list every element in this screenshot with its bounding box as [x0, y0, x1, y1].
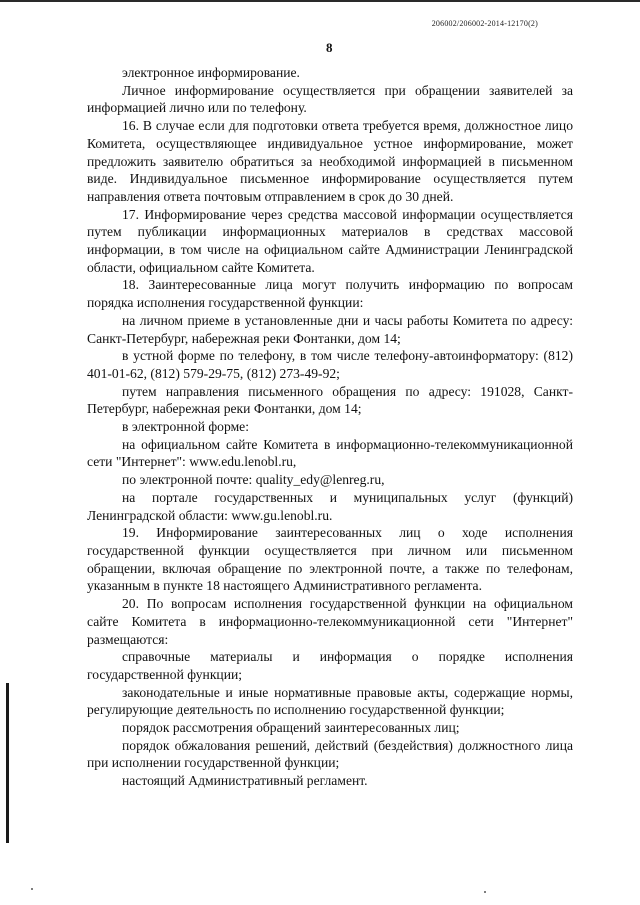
scan-top-edge — [0, 0, 640, 2]
document-code: 206002/206002-2014-12170(2) — [431, 19, 538, 28]
scan-speck — [31, 888, 33, 890]
paragraph-17: 17. Информирование через средства массовой информации осуществляется путем публикации информационных материалов в средствах массовой информации, в том числе на официальном сайте Администрации Ленинградской области, официальном сайте Комитета. — [87, 206, 573, 275]
list-item-phone: в устной форме по телефону, в том числе телефону-автоинформатору: (812) 401-01-62, (812) 579-29-75, (812) 273-49-92; — [87, 348, 573, 381]
paragraph-20: 20. По вопросам исполнения государственной функции на официальном сайте Комитета в информационно-телекоммуникационной сети "Интернет" размещаются: — [87, 596, 573, 647]
list-item-regulation: настоящий Административный регламент. — [122, 773, 368, 789]
list-item-legal-acts: законодательные и иные нормативные правовые акты, содержащие нормы, регулирующие деятельность по исполнению государственной функции; — [87, 684, 573, 718]
paragraph-2: Личное информирование осуществляется при обращении заявителей за информацией лично или по телефону. — [87, 82, 573, 116]
list-item-electronic-form: в электронной форме: — [122, 419, 249, 435]
list-item-official-site: на официальном сайте Комитета в информационно-телекоммуникационной сети "Интернет": www.edu.lenobl.ru, — [87, 436, 573, 470]
list-item-reference-materials: справочные материалы и информация о порядке исполнения государственной функции; — [87, 649, 573, 682]
scan-margin-mark — [6, 683, 9, 843]
list-item-written-request: путем направления письменного обращения по адресу: 191028, Санкт-Петербург, набережная реки Фонтанки, дом 14; — [87, 383, 573, 417]
list-item-complaint-procedure: порядок обжалования решений, действий (бездействия) должностного лица при исполнении государственной функции; — [87, 737, 573, 771]
paragraph-16: 16. В случае если для подготовки ответа требуется время, должностное лицо Комитета, осуществляющее индивидуальное устное информирование, может предложить заявителю обратиться за необходимой информацией в письменном виде. Индивидуальное письменное информирование осуществляется путем направления ответа почтовым отправлением в срок до 30 дней. — [87, 118, 573, 204]
paragraph-19: 19. Информирование заинтересованных лиц о ходе исполнения государственной функции осуществляется при личном или письменном обращении, включая обращение по электронной почте, а также по телефонам, указанным в пункте 18 настоящего Административного регламента. — [87, 525, 573, 594]
document-body — [87, 64, 573, 790]
page-number: 8 — [326, 40, 333, 55]
paragraph-1: электронное информирование. — [122, 65, 300, 80]
list-item-appeals-procedure: порядок рассмотрения обращений заинтересованных лиц; — [122, 720, 460, 736]
paragraph-18: 18. Заинтересованные лица могут получить информацию по вопросам порядка исполнения государственной функции: — [87, 277, 573, 311]
list-item-portal: на портале государственных и муниципальных услуг (функций) Ленинградской области: www.gu.lenobl.ru. — [87, 489, 573, 523]
scan-speck — [484, 891, 486, 893]
list-item-personal-reception: на личном приеме в установленные дни и часы работы Комитета по адресу: Санкт-Петербург, набережная реки Фонтанки, дом 14; — [87, 312, 573, 346]
list-item-email: по электронной почте: quality_edy@lenreg.ru, — [122, 472, 385, 488]
